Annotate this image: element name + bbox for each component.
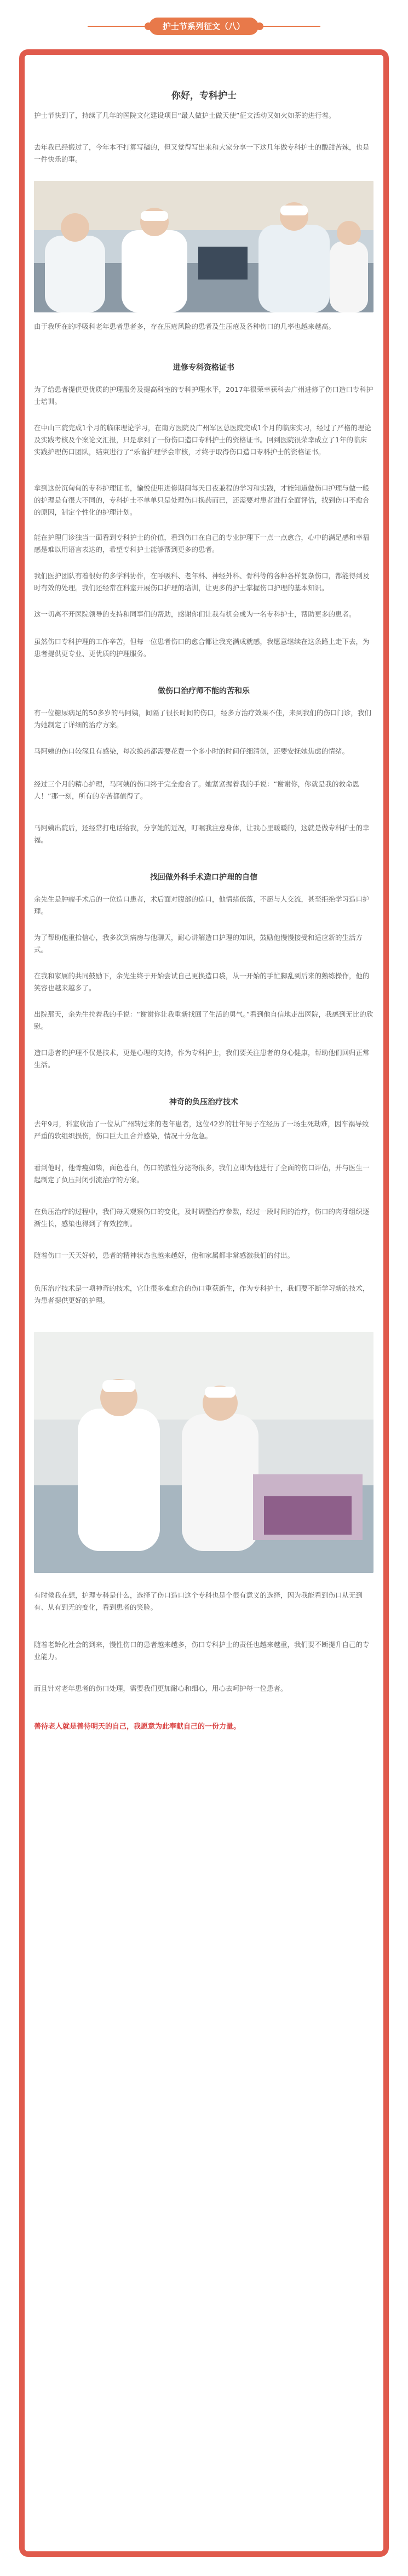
body-paragraph: 拿到这份沉甸甸的专科护理证书，愉悦使用进修期间每天日夜兼程的学习和实践，才能知道做伤口护理与做一般的护理是有很大不同的，专科护士不单单只是处理伤口换药而已，还需要对患者进行全面评估，找到伤口不愈合的原因，制定个性化的护理计划。 xyxy=(34,484,370,516)
body-paragraph: 虽然伤口专科护理的工作辛苦，但每一位患者伤口的愈合都让我充满成就感，我愿意继续在这条路上走下去，为患者提供更专业、更优质的护理服务。 xyxy=(34,637,370,658)
photo-caption: 由于我所在的呼吸科老年患者患者多，存在压疮风险的患者及生压疮及各种伤口的几率也越来越高。 xyxy=(34,322,336,330)
intro-paragraph: 护士节快到了，持续了几年的医院文化建设项目“最人做护士做天使”征文活动又如火如荼的进行着。 xyxy=(34,111,336,119)
body-paragraph: 而且针对老年患者的伤口处理，需要我们更加耐心和细心，用心去呵护每一位患者。 xyxy=(34,1684,288,1692)
closing-highlight: 善待老人就是善待明天的自己，我愿意为此奉献自己的一份力量。 xyxy=(34,1723,241,1731)
body-paragraph: 在我和家属的共同鼓励下，余先生终于开始尝试自己更换造口袋，从一开始的手忙脚乱到后来的熟练操作，他的笑容也越来越多了。 xyxy=(34,972,370,992)
body-paragraph: 负压治疗技术是一项神奇的技术，它让很多难愈合的伤口重获新生，作为专科护士，我们要不断学习新的技术，为患者提供更好的护理。 xyxy=(34,1284,370,1304)
body-paragraph: 这一切离不开医院领导的支持和同事们的帮助，感谢你们让我有机会成为一名专科护士，帮助更多的患者。 xyxy=(34,610,356,618)
nurses-photo xyxy=(34,181,373,312)
body-paragraph: 在中山三院完成1个月的临床理论学习，在南方医院及广州军区总医院完成1个月的临床实习，经过了严格的理论及实践考核及个案论文汇报，只是拿到了一份伤口造口专科护士的资格证书。回到医院很荣幸成立了1年的临床实践护理伤口团队，结束进行了“乐省护理学会审核，才终于取得伤口造口专科护士的资格证书。 xyxy=(34,424,371,456)
body-paragraph: 看到他时，他骨瘦如柴，面色苍白，伤口的脓性分泌物很多，我们立即为他进行了全面的伤口评估，并与医生一起制定了负压封闭引流治疗的方案。 xyxy=(34,1164,370,1184)
article-title: 你好，专科护士 xyxy=(171,90,237,101)
banner-line-right xyxy=(260,26,320,27)
body-paragraph: 为了给患者提供更优质的护理服务及提高科室的专科护理水平，2017年很荣幸获科去广州进修了伤口造口专科护士培训。 xyxy=(34,385,373,406)
series-label: 护士节系列征文（八） xyxy=(149,18,258,35)
intro-paragraph: 去年我已经搬过了，今年本不打算写稿的，但又觉得写出来和大家分享一下这几年做专科护士的酸甜苦辣，也是一件快乐的事。 xyxy=(34,143,370,163)
body-paragraph: 马阿姨出院后，还经常打电话给我，分享她的近况，叮嘱我注意身体，让我心里暖暖的，这就是做专科护士的幸福。 xyxy=(34,824,370,844)
body-paragraph: 出院那天，余先生拉着我的手说：“谢谢你让我重新找回了生活的勇气。”看到他自信地走出医院，我感到无比的欣慰。 xyxy=(34,1010,373,1030)
body-paragraph: 有时候我在想，护理专科是什么，选择了伤口造口这个专科也是个很有意义的选择，因为我能看到伤口从无到有、从有到无的变化，看到患者的笑脸。 xyxy=(34,1591,363,1611)
section-heading: 做伤口治疗师不能的苦和乐 xyxy=(158,687,250,696)
body-paragraph: 随着老龄化社会的到来，慢性伤口的患者越来越多，伤口专科护士的责任也越来越重，我们要不断提升自己的专业能力。 xyxy=(34,1640,370,1661)
body-paragraph: 马阿姨的伤口较深且有感染，每次换药都需要花费一个多小时的时间仔细清创，还要安抚她焦虑的情绪。 xyxy=(34,747,349,755)
body-paragraph: 去年9月，科室收治了一位从广州转过来的老年患者，这位42岁的壮年男子在经历了一场生死劫难，因车祸导致严重的软组织损伤，伤口巨大且合并感染，情况十分危急。 xyxy=(34,1120,369,1140)
ward-photo xyxy=(34,1332,373,1573)
body-paragraph: 我们医护团队有着很好的多学科协作，在呼吸科、老年科、神经外科、骨科等的各种各样复杂伤口，都能得到及时有效的处理。我们还经常在科室开展伤口护理的培训，让更多的护士掌握伤口护理的基本知识。 xyxy=(34,572,370,592)
body-paragraph: 为了帮助他重拾信心，我多次到病房与他聊天，耐心讲解造口护理的知识，鼓励他慢慢接受和适应新的生活方式。 xyxy=(34,933,363,954)
body-paragraph: 有一位糖尿病足的50多岁的马阿姨，间隔了很长时间的伤口，经多方治疗效果不佳，来到我们的伤口门诊，我们为她制定了详细的治疗方案。 xyxy=(34,709,371,729)
body-paragraph: 余先生是肿瘤手术后的一位造口患者，术后面对腹部的造口，他情绪低落，不愿与人交流，甚至拒绝学习造口护理。 xyxy=(34,895,370,915)
section-heading: 进修专科资格证书 xyxy=(173,363,234,372)
series-banner xyxy=(0,15,408,37)
body-paragraph: 能在护理门诊独当一面看到专科护士的价值，看到伤口在自己的专业护理下一点一点愈合，心中的满足感和幸福感是难以用语言表达的，希望专科护士能够帮到更多的患者。 xyxy=(34,533,370,554)
body-paragraph: 造口患者的护理不仅是技术，更是心理的支持，作为专科护士，我们要关注患者的身心健康，帮助他们回归正常生活。 xyxy=(34,1048,370,1069)
body-paragraph: 在负压治疗的过程中，我们每天观察伤口的变化，及时调整治疗参数，经过一段时间的治疗，伤口的肉芽组织逐渐生长，感染也得到了有效控制。 xyxy=(34,1207,370,1228)
body-paragraph: 经过三个月的精心护理，马阿姨的伤口终于完全愈合了。她紧紧握着我的手说：“谢谢你，你就是我的救命恩人！”那一刻，所有的辛苦都值得了。 xyxy=(34,780,359,800)
body-paragraph: 随着伤口一天天好转，患者的精神状态也越来越好，他和家属都非常感激我们的付出。 xyxy=(34,1251,295,1259)
section-heading: 神奇的负压治疗技术 xyxy=(169,1098,238,1107)
banner-line-left xyxy=(88,26,148,27)
section-heading: 找回做外科手术造口护理的自信 xyxy=(150,873,257,882)
